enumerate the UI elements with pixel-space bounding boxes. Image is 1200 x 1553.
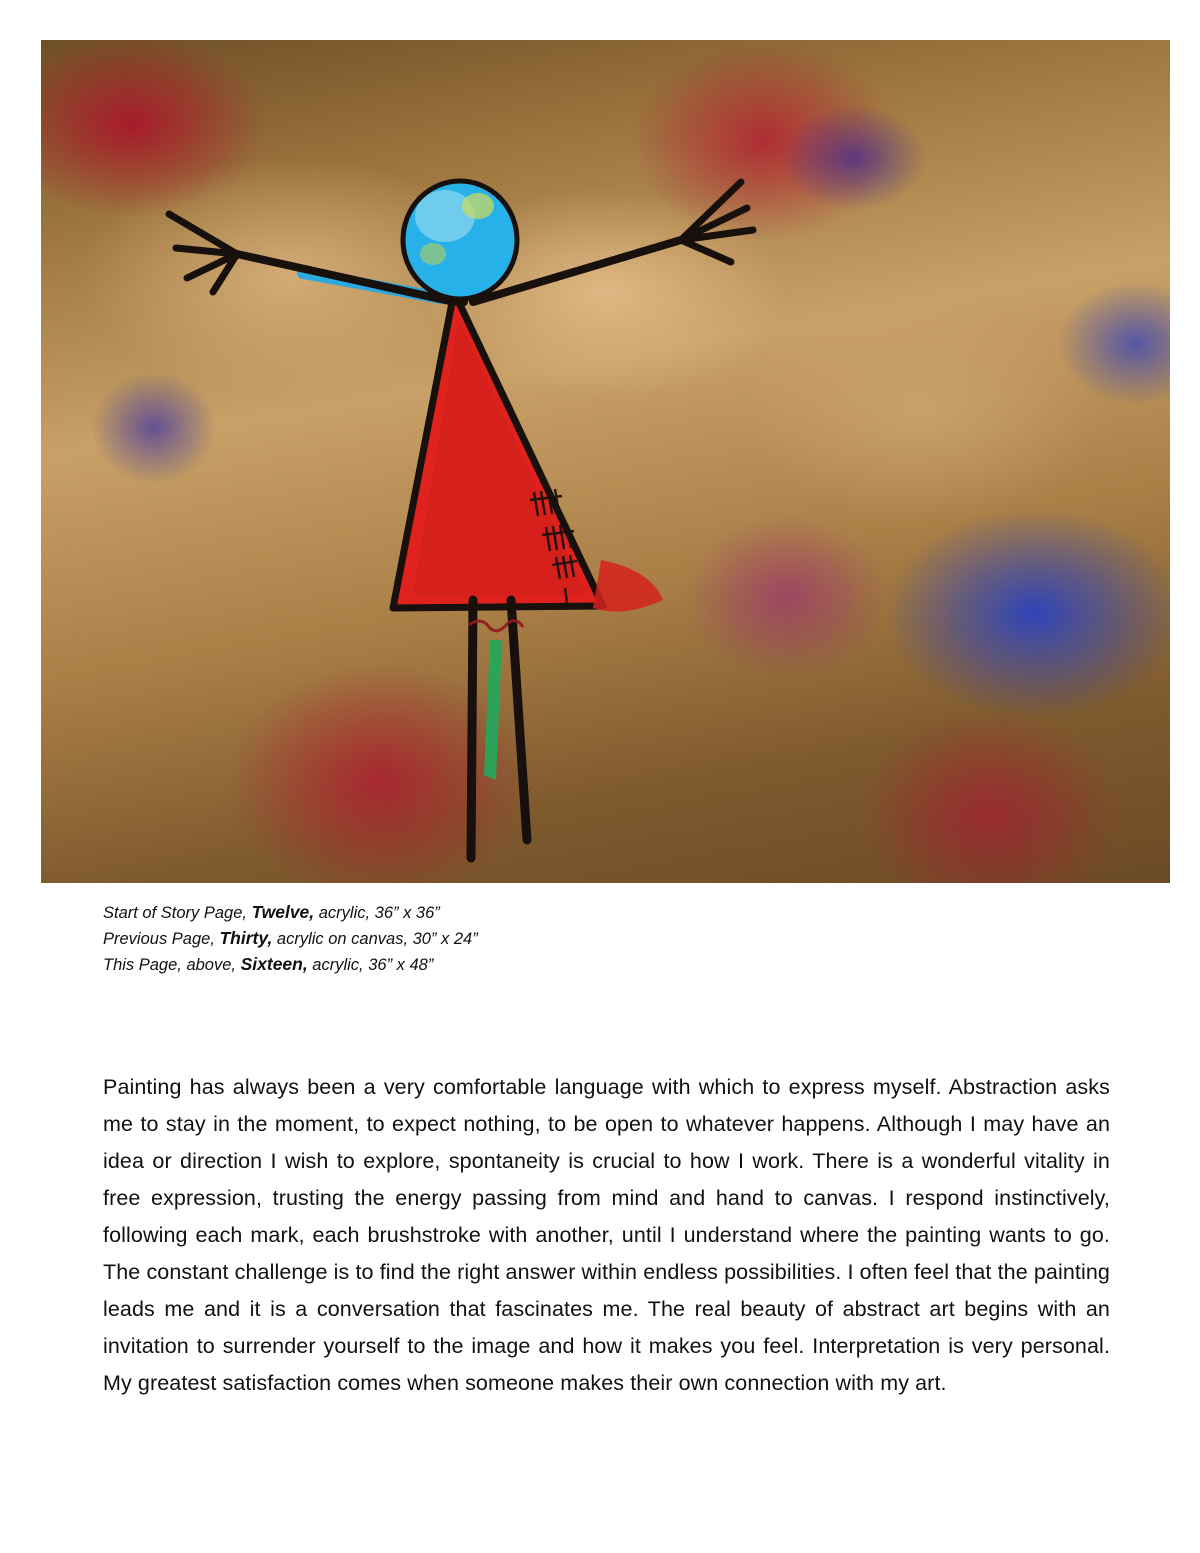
caption-line-3 (103, 952, 1003, 978)
stick-figure-illustration (41, 40, 1170, 883)
caption-2-title: Thirty, (219, 928, 273, 948)
caption-line-2 (103, 926, 1003, 952)
artwork-captions (103, 900, 1003, 978)
caption-3-title: Sixteen, (240, 954, 308, 974)
artwork-background (41, 40, 1170, 883)
caption-3-suffix: acrylic, 36” x 48” (307, 956, 434, 974)
caption-2-prefix: Previous Page, (103, 930, 220, 948)
artist-statement: Painting has always been a very comfortable language with which to express myself. Abstraction asks me to stay in the moment, to expect nothing, to be open to whatever happens. Although I may have an idea or direction I wish to explore, spontaneity is crucial to how I work. There is a wonderful vitality in free expression, trusting the energy passing from mind and hand to canvas. I respond instinctively, following each mark, each brushstroke with another, until I understand where the painting wants to go. The constant challenge is to find the right answer within endless possibilities. I often feel that the painting leads me and it is a conversation that fascinates me. The real beauty of abstract art begins with an invitation to surrender yourself to the image and how it makes you feel. Interpretation is very personal. My greatest satisfaction comes when someone makes their own connection with my art. (103, 1074, 1110, 1395)
caption-1-title: Twelve, (251, 902, 315, 922)
caption-line-1 (103, 900, 1003, 926)
artwork-image (41, 40, 1170, 883)
caption-1-suffix: acrylic, 36” x 36” (314, 904, 440, 922)
caption-2-suffix: acrylic on canvas, 30” x 24” (272, 930, 478, 948)
caption-1-prefix: Start of Story Page, (103, 904, 252, 922)
caption-3-prefix: This Page, above, (103, 956, 241, 974)
